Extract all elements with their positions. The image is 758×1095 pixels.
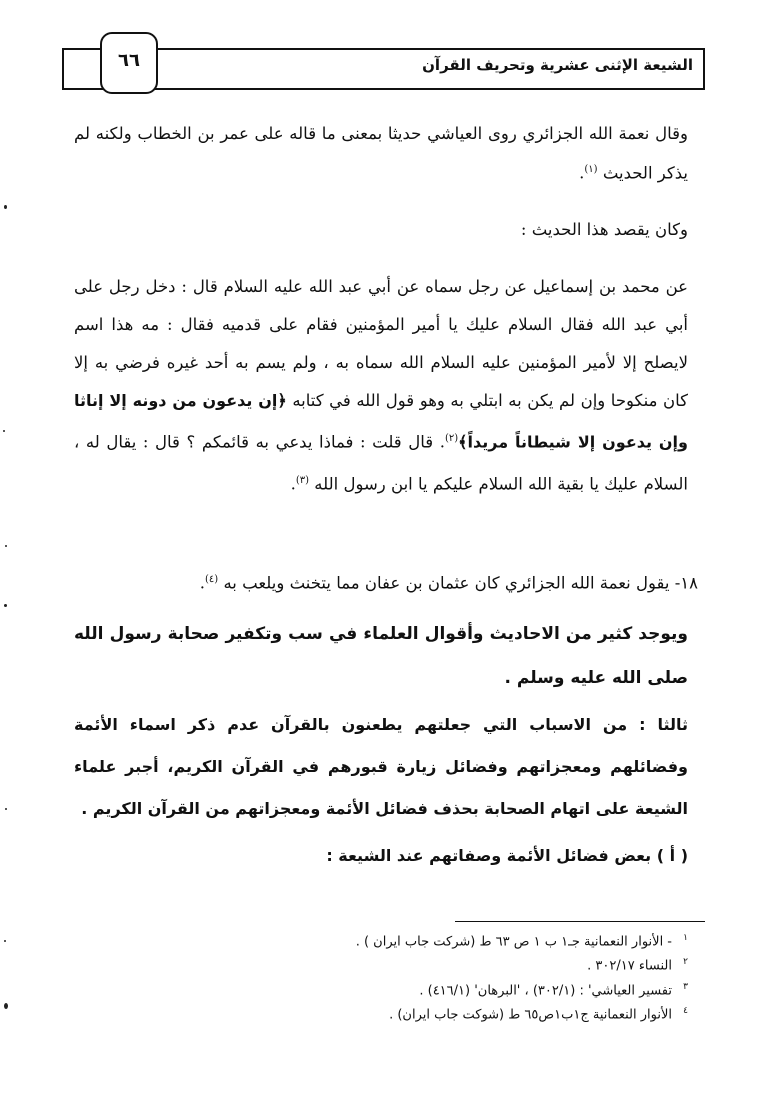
footnote-text: - الأنوار النعمانية جـ١ ب ١ ص ٦٣ ط (شركت جاب ايران ) .: [355, 934, 672, 950]
footnote-ref-1: (١): [584, 164, 598, 175]
header-title: الشيعة الإثنى عشرية وتحريف القرآن: [422, 56, 693, 74]
scan-speck: [4, 205, 7, 209]
footnote-item: [228, 952, 688, 976]
paragraph-5: ويوجد كثير من الاحاديث وأقوال العلماء في سب وتكفير صحابة رسول الله صلى الله عليه وسلم .: [74, 624, 688, 688]
paragraph-6: ثالثا : من الاسباب التي جعلتهم يطعنون بالقرآن عدم ذكر اسماء الأئمة وفضائلهم ومعجزاتهم وفضائل زيارة قبورهم في القرآن الكريم، أجبر علماء الشيعة على اتهام الصحابة بحذف فضائل الأئمة ومعجزاتهم من القرآن الكريم .: [74, 715, 688, 818]
scan-speck: [4, 940, 6, 942]
footnote-item: [228, 1001, 688, 1025]
quran-verse: ﴿إن يدعون من دونه إلا إناثا وإن يدعون إلا شيطاناً مريداً﴾: [74, 391, 688, 452]
scan-speck: [3, 430, 5, 432]
paragraph-1: [74, 116, 688, 192]
running-header: [62, 48, 705, 90]
footnote-ref-3: (٣): [295, 474, 310, 486]
scan-speck: [5, 808, 7, 810]
footnote-item: [228, 977, 688, 1001]
footnote-mark: ١: [683, 933, 688, 943]
paragraph-2: وكان يقصد هذا الحديث :: [520, 220, 688, 239]
paragraph-4: [74, 562, 698, 602]
paragraph-3-text: عن محمد بن إسماعيل عن رجل سماه عن أبي عبد الله عليه السلام قال : دخل رجل على أبي عبد الله فقال السلام عليك يا أمير المؤمنين فقام على قدميه فقال : مه هذا اسم لايصلح إلا لأمير المؤمنين عليه السلام الله سماه به ، ولم يسم به أحد غيره فرضي به إلا كان منكوحا وإن لم يكن به ابتلي به وهو قول الله في كتابه: [74, 277, 689, 410]
footnote-mark: ٢: [683, 957, 688, 968]
paragraph-3-continued: . قال قلت : فماذا يدعي به قائمكم ؟ قال : يقال له ، السلام عليك يا بقية الله السلام عليكم يا ابن رسول الله: [74, 432, 688, 493]
paragraph-4-text: ١٨- يقول نعمة الله الجزائري كان عثمان بن عفان مما يتخنث ويلعب به: [223, 573, 698, 593]
footnote-mark: ٣: [683, 981, 688, 992]
paragraph-1-text: وقال نعمة الله الجزائري روى العياشي حديثا بمعنى ما قاله على عمر بن الخطاب ولكنه لم يذكر الحديث: [74, 124, 688, 183]
footnotes: [228, 928, 688, 1025]
footnote-text: الأنوار النعمانية ج١ب١ص٦٥ ط (شوكت جاب ايران) .: [389, 1007, 672, 1023]
footnote-ref-4: (٤): [205, 574, 219, 585]
paragraph-3: [74, 268, 688, 503]
paragraph-1-end: .: [579, 163, 585, 183]
paragraph-4-end: .: [199, 573, 206, 593]
scan-speck: [4, 604, 7, 607]
section-heading: ( أ ) بعض فضائل الأئمة وصفاتهم عند الشيعة :: [326, 846, 688, 865]
footnote-text: النساء ٣٠٢/١٧ .: [587, 958, 672, 974]
footnote-item: [228, 928, 688, 952]
footnote-text: تفسير العياشي' : (٣٠٢/١) ، 'البرهان' (٤١٦/١) .: [419, 982, 672, 998]
footnote-divider: [455, 921, 705, 922]
scan-speck: [5, 545, 7, 547]
scan-speck: [4, 1003, 8, 1009]
page-number: ٦٦: [100, 32, 158, 94]
paragraph-3-end: .: [290, 474, 296, 493]
footnote-mark: ٤: [683, 1005, 688, 1016]
footnote-ref-2: (٢): [444, 433, 459, 444]
